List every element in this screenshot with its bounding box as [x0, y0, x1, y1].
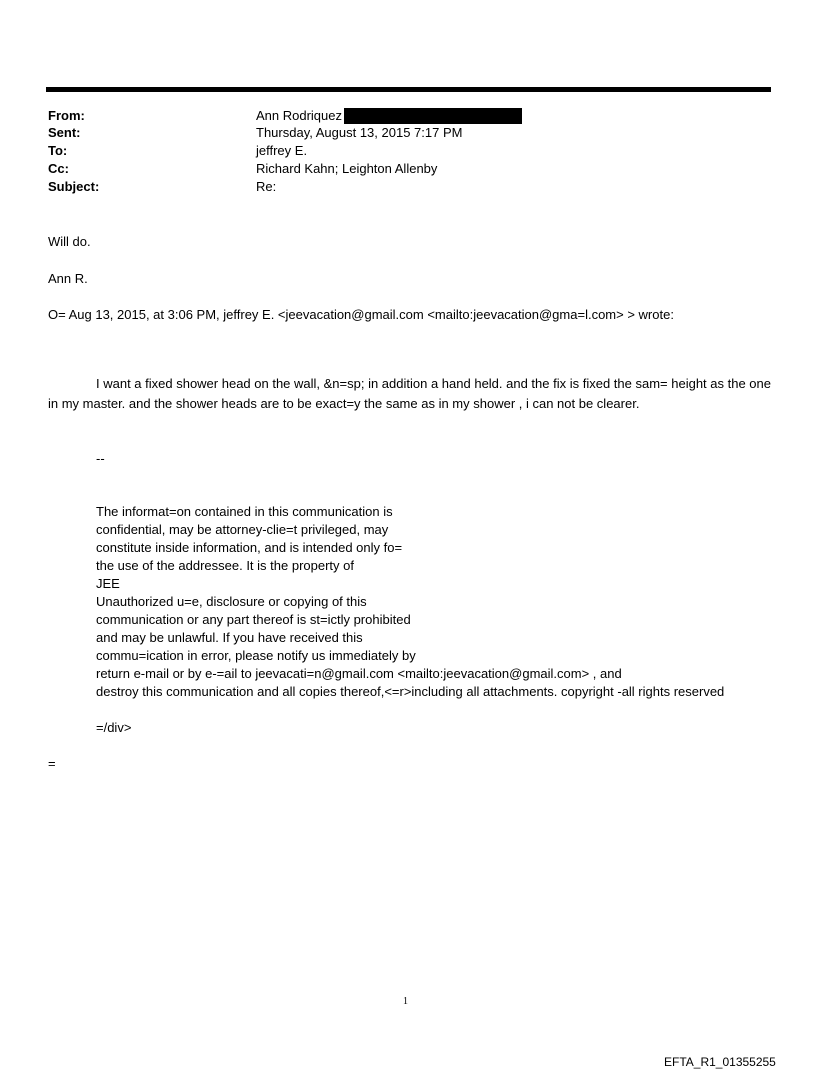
redaction-box [344, 108, 522, 124]
subject-label: Subject: [48, 179, 100, 194]
to-value: jeffrey E. [256, 143, 308, 158]
disclaimer-line: destroy this communication and all copies thereof,<=r>including all attachments. copyright -all rights reserved [96, 684, 725, 699]
disclaimer-line: and may be unlawful. If you have received this [96, 630, 363, 645]
sent-value: Thursday, August 13, 2015 7:17 PM [256, 125, 463, 140]
page-number: 1 [403, 996, 408, 1007]
trailing-equals: = [48, 756, 56, 771]
disclaimer-line: The informat=on contained in this communication is [96, 504, 393, 519]
quote-intro: O= Aug 13, 2015, at 3:06 PM, jeffrey E. <jeevacation@gmail.com <mailto:jeevacation@gma=l.com> > wrote: [48, 307, 674, 322]
signature: Ann R. [48, 271, 88, 286]
from-value: Ann Rodriquez [256, 108, 342, 123]
div-close: =/div> [96, 720, 132, 735]
disclaimer-line: return e-mail or by e-=ail to jeevacati=n@gmail.com <mailto:jeevacation@gmail.com> , and [96, 666, 622, 681]
disclaimer-line: the use of the addressee. It is the property of [96, 558, 354, 573]
disclaimer-line: JEE [96, 576, 120, 591]
reply-line: Will do. [48, 234, 91, 249]
from-label: From: [48, 108, 85, 123]
disclaimer-line: confidential, may be attorney-clie=t privileged, may [96, 522, 389, 537]
to-label: To: [48, 143, 68, 158]
disclaimer-line: commu=ication in error, please notify us immediately by [96, 648, 416, 663]
cc-value: Richard Kahn; Leighton Allenby [256, 161, 438, 176]
sent-label: Sent: [48, 125, 81, 140]
disclaimer-line: Unauthorized u=e, disclosure or copying of this [96, 594, 367, 609]
document-id: EFTA_R1_01355255 [664, 1055, 776, 1069]
disclaimer-line: constitute inside information, and is intended only fo= [96, 540, 403, 555]
disclaimer [96, 503, 724, 701]
cc-label: Cc: [48, 161, 69, 176]
quoted-paragraph: I want a fixed shower head on the wall, &n=sp; in addition a hand held. and the fix is fixed the sam= height as the one in my master. and the shower heads are to be exact=y the same as in my shower , i can not be clearer. [48, 376, 771, 411]
subject-value: Re: [256, 179, 277, 194]
disclaimer-line: communication or any part thereof is st=ictly prohibited [96, 612, 411, 627]
header-rule [46, 87, 771, 92]
separator: -- [96, 451, 105, 466]
